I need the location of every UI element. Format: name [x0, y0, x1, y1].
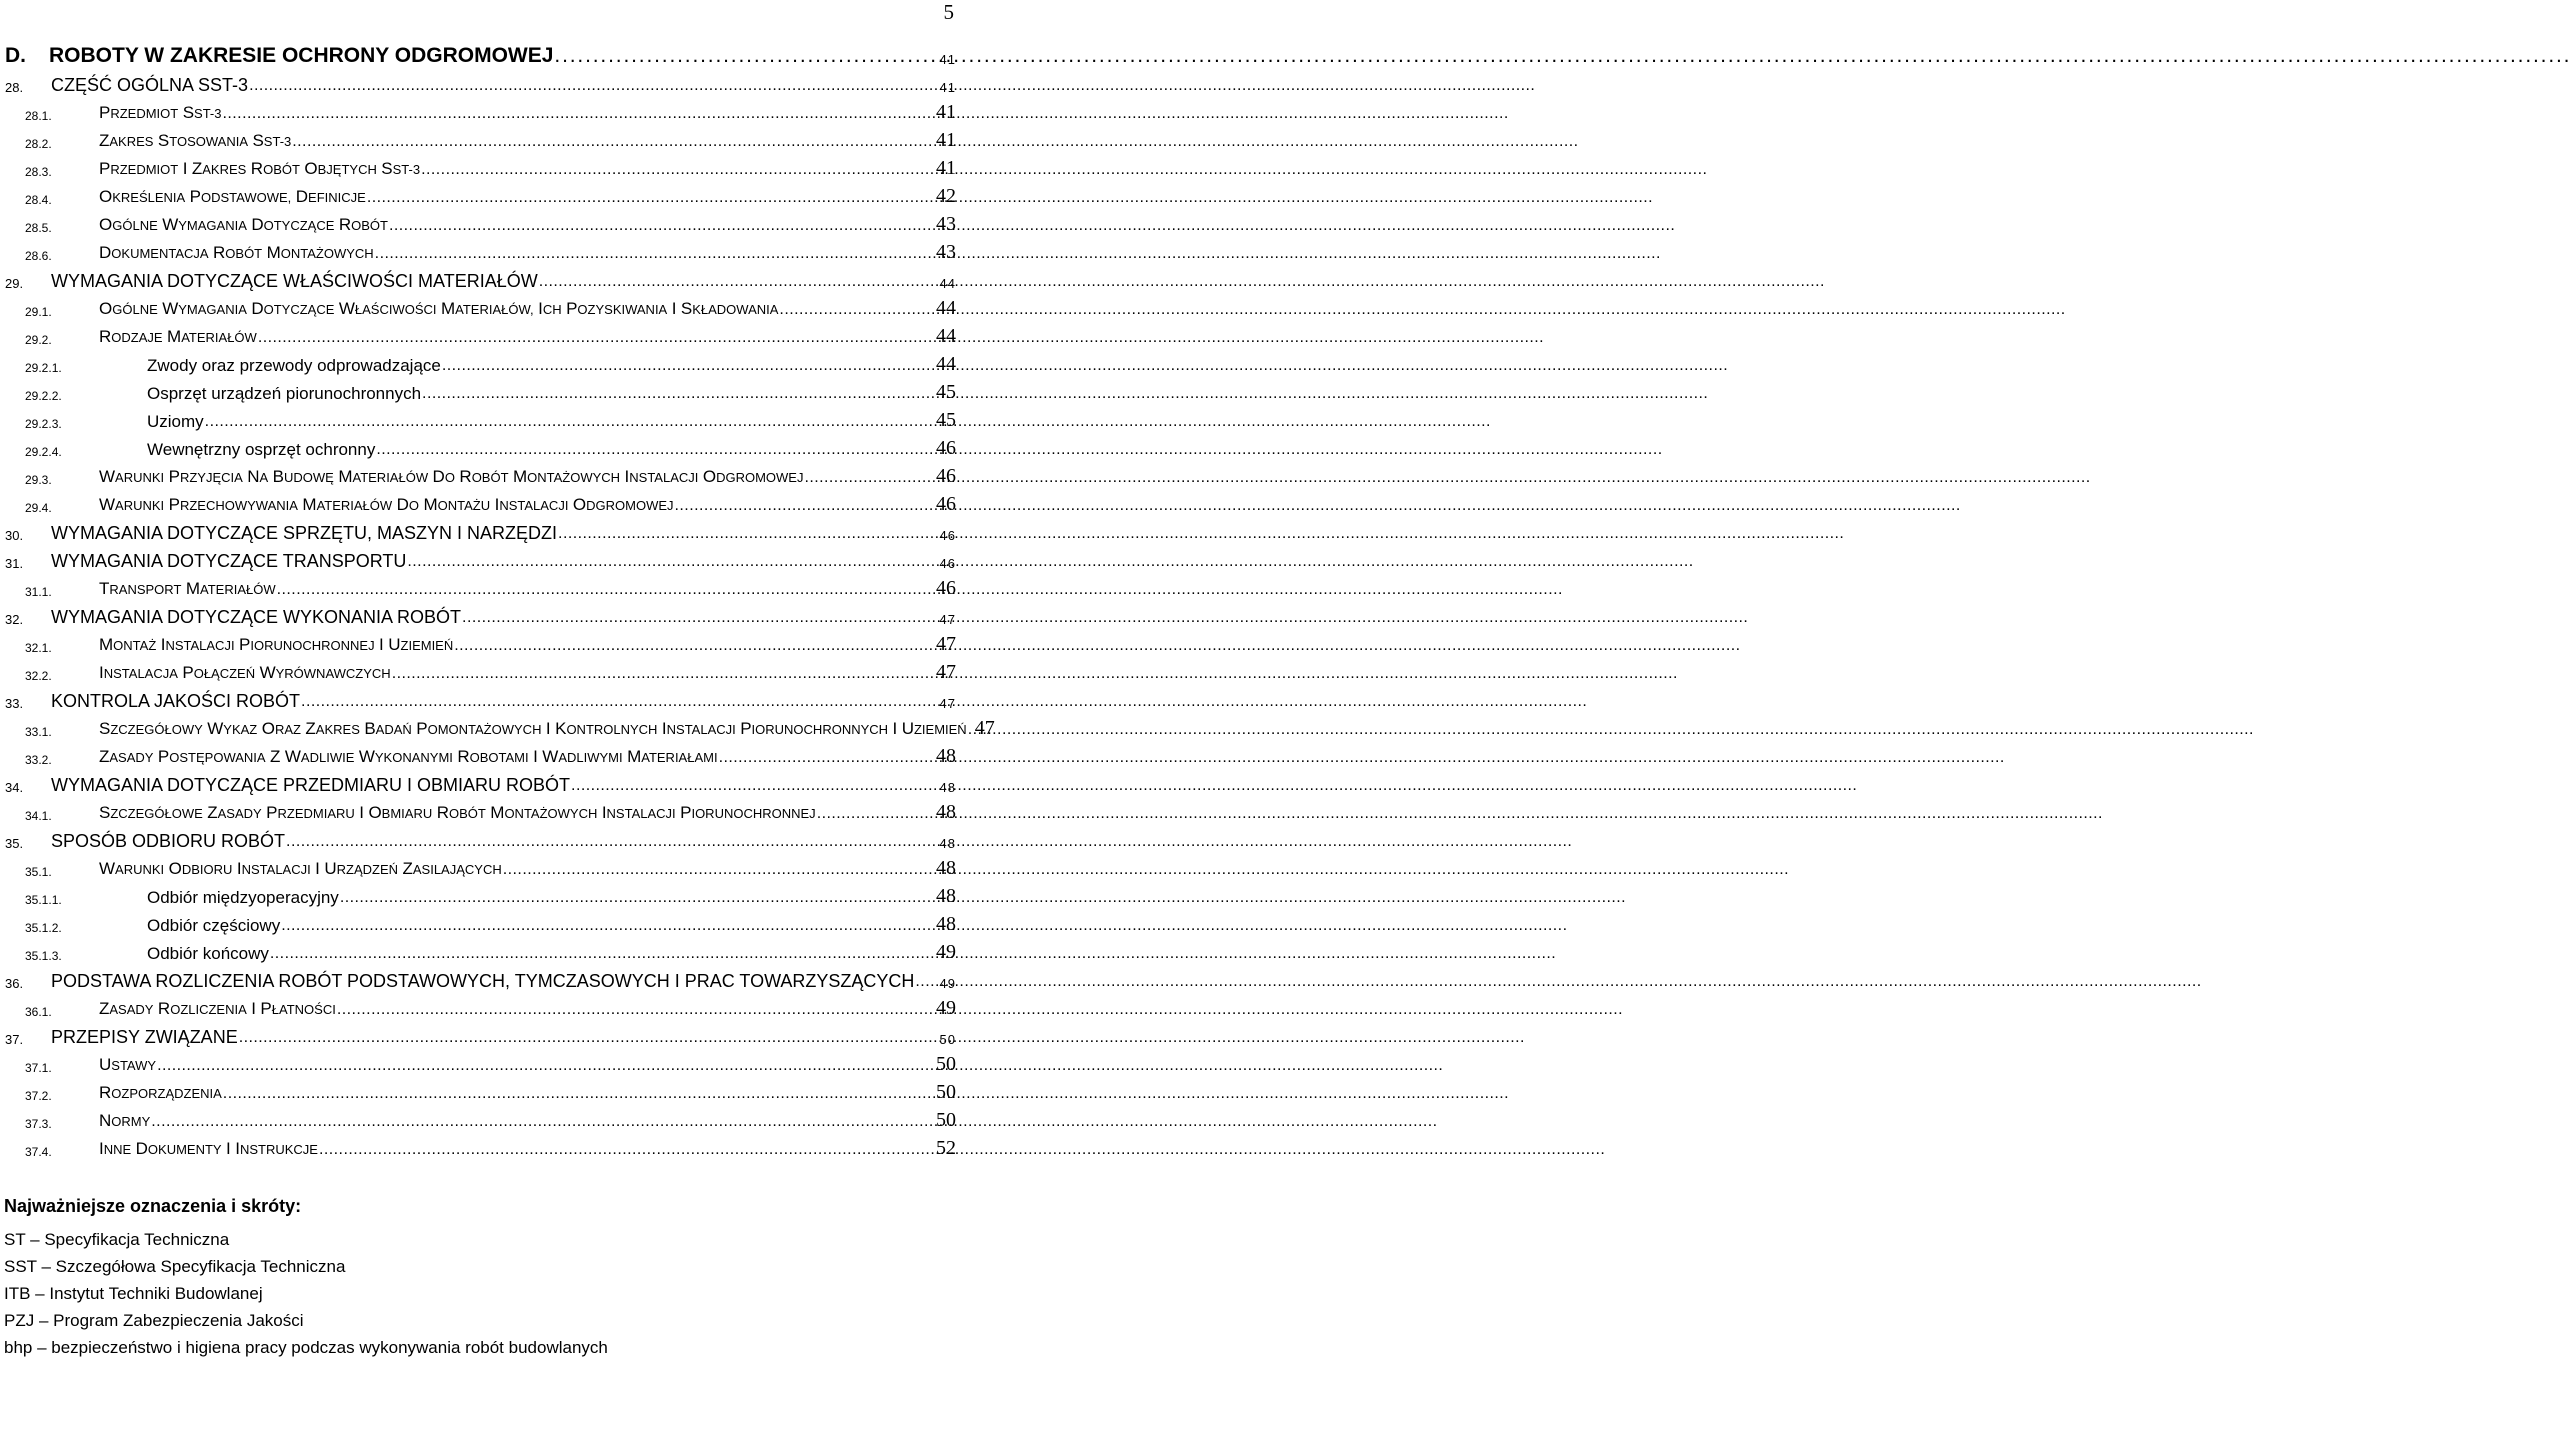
toc-entry-page: 46 [936, 577, 956, 599]
toc-entry[interactable] [0, 346, 960, 374]
toc-entry[interactable] [0, 962, 960, 990]
toc-entry-page: 50 [936, 1109, 956, 1131]
toc-leader-dots [779, 302, 935, 318]
toc-entry-number: 37.3. [25, 1117, 52, 1131]
toc-leader-dots [554, 45, 938, 66]
toc-entry[interactable] [0, 1130, 960, 1158]
toc-entry[interactable] [0, 430, 960, 458]
toc-entry-number: 29.2. [25, 333, 52, 347]
toc-entry-title: WYMAGANIA DOTYCZĄCE PRZEDMIARU I OBMIARU ROBÓT [51, 775, 571, 795]
toc-entry-title: WARUNKI PRZYJĘCIA NA BUDOWĘ MATERIAŁÓW DO ROBÓT MONTAŻOWYCH INSTALACJI ODGROMOWEJ [99, 467, 804, 486]
toc-entry-page: 44 [939, 276, 956, 291]
toc-entry-number: 37.1. [25, 1061, 52, 1075]
toc-entry-title: WYMAGANIA DOTYCZĄCE WYKONANIA ROBÓT [51, 607, 462, 627]
toc-entry-number: 31.1. [25, 585, 52, 599]
toc-entry-number: 36.1. [25, 1005, 52, 1019]
toc-leader-dots [239, 1030, 939, 1046]
toc-entry-title: Wewnętrzny osprzęt ochronny [147, 440, 376, 459]
toc-entry-number: 29.2.2. [25, 389, 62, 403]
toc-leader-dots [157, 1058, 935, 1074]
toc-entry-title: Odbiór końcowy [147, 944, 269, 963]
toc-entry-page: 41 [936, 129, 956, 151]
toc-entry-page: 48 [939, 836, 956, 851]
toc-entry[interactable] [0, 36, 960, 66]
toc-entry-number: 29.1. [25, 305, 52, 319]
toc-entry-title: DOKUMENTACJA ROBÓT MONTAŻOWYCH [99, 243, 374, 262]
toc-entry-page: 41 [936, 101, 956, 123]
toc-leader-dots [571, 778, 938, 794]
toc-leader-dots [375, 246, 935, 262]
toc-entry-page: 47 [936, 661, 956, 683]
toc-entry-title: ZAKRES STOSOWANIA SST-3 [99, 131, 292, 150]
toc-entry[interactable] [0, 850, 960, 878]
toc-entry-number: 33. [5, 696, 24, 711]
toc-entry-title: WARUNKI PRZECHOWYWANIA MATERIAŁÓW DO MONTAŻU INSTALACJI ODGROMOWEJ [99, 495, 674, 514]
toc-entry-page: 48 [939, 780, 956, 795]
toc-entry-page: 47 [939, 696, 956, 711]
toc-leader-dots [389, 218, 935, 234]
toc-leader-dots [319, 1142, 935, 1158]
toc-entry[interactable] [0, 934, 960, 962]
toc-entry-page: 43 [936, 213, 956, 235]
toc-leader-dots [421, 162, 935, 178]
toc-entry[interactable] [0, 234, 960, 262]
toc-leader-dots [462, 610, 938, 626]
toc-entry-title: WYMAGANIA DOTYCZĄCE SPRZĘTU, MASZYN I NARZĘDZI [51, 523, 558, 543]
toc-entry[interactable] [0, 738, 960, 766]
legend-item: SST – Szczegółowa Specyfikacja Techniczna [4, 1257, 346, 1276]
toc-leader-dots [817, 806, 935, 822]
toc-entry[interactable] [0, 654, 960, 682]
toc-entry-page: 43 [936, 241, 956, 263]
toc-entry[interactable] [0, 374, 960, 402]
toc-entry-number: 28.5. [25, 221, 52, 235]
toc-leader-dots [249, 78, 938, 94]
toc-leader-dots [392, 666, 935, 682]
toc-entry-title: PRZEPISY ZWIĄZANE [51, 1027, 238, 1047]
toc-entry-page: 48 [936, 913, 956, 935]
toc-entry[interactable] [0, 990, 960, 1018]
toc-leader-dots [301, 694, 938, 710]
toc-leader-dots [337, 1002, 935, 1018]
toc-entry-number: 36. [5, 976, 24, 991]
toc-entry-number: 32. [5, 612, 24, 627]
toc-entry[interactable] [0, 570, 960, 598]
toc-entry-number: 37.2. [25, 1089, 52, 1103]
toc-entry-number: 28. [5, 80, 24, 95]
toc-entry[interactable] [0, 1074, 960, 1102]
toc-entry-number: 33.1. [25, 725, 52, 739]
toc-entry-number: 29.2.3. [25, 417, 62, 431]
toc-entry-page: 47 [936, 633, 956, 655]
toc-entry-number: 29.4. [25, 501, 52, 515]
toc-entry-page: 42 [936, 185, 956, 207]
toc-entry-title: CZĘŚĆ OGÓLNA SST-3 [51, 75, 249, 95]
toc-entry-page: 50 [936, 1053, 956, 1075]
toc-leader-dots [367, 190, 935, 206]
toc-entry-number: 32.1. [25, 641, 52, 655]
toc-entry-title: OGÓLNE WYMAGANIA DOTYCZĄCE ROBÓT [99, 215, 388, 234]
toc-entry-number: 35.1.3. [25, 949, 62, 963]
toc-entry-page: 48 [936, 801, 956, 823]
toc-entry[interactable] [0, 1102, 960, 1130]
toc-leader-dots [558, 526, 938, 542]
toc-leader-dots [270, 946, 935, 962]
toc-leader-dots [804, 470, 935, 486]
toc-entry-page: 47 [939, 612, 956, 627]
toc-leader-dots [675, 498, 935, 514]
toc-entry-number: 31. [5, 556, 24, 571]
legend-item: bhp – bezpieczeństwo i higiena pracy podczas wykonywania robót budowlanych [4, 1338, 608, 1357]
abbreviations-legend [4, 1196, 944, 1361]
toc-entry-page: 46 [936, 493, 956, 515]
toc-leader-dots [407, 554, 938, 570]
toc-leader-dots [223, 1086, 935, 1102]
toc-leader-dots [286, 834, 938, 850]
toc-entry-title: SPOSÓB ODBIORU ROBÓT [51, 831, 286, 851]
toc-entry[interactable] [0, 290, 960, 318]
toc-entry[interactable] [0, 262, 960, 290]
toc-entry-page: 41 [936, 157, 956, 179]
toc-entry[interactable] [0, 598, 960, 626]
toc-entry-page: 49 [936, 941, 956, 963]
toc-entry-page: 44 [936, 353, 956, 375]
toc-entry-page: 49 [936, 997, 956, 1019]
toc-entry-title: Zwody oraz przewody odprowadzające [147, 356, 441, 375]
toc-leader-dots [454, 638, 935, 654]
toc-entry-number: 37. [5, 1032, 24, 1047]
toc-leader-dots [422, 386, 935, 402]
toc-entry-number: 28.4. [25, 193, 52, 207]
toc-entry[interactable] [0, 514, 960, 542]
toc-leader-dots [503, 862, 935, 878]
toc-entry-page: 46 [936, 437, 956, 459]
toc-leader-dots [340, 890, 935, 906]
toc-entry-page: 44 [936, 297, 956, 319]
toc-entry-title: Osprzęt urządzeń piorunochronnych [147, 384, 422, 403]
toc-entry-page: 41 [939, 80, 956, 95]
toc-entry-number: 35. [5, 836, 24, 851]
toc-entry-title: ZASADY POSTĘPOWANIA Z WADLIWIE WYKONANYMI ROBOTAMI I WADLIWYMI MATERIAŁAMI [99, 747, 718, 766]
toc-entry[interactable] [0, 66, 960, 94]
toc-leader-dots [281, 918, 935, 934]
toc-leader-dots [539, 274, 939, 290]
toc-entry-title: SZCZEGÓŁOWY WYKAZ ORAZ ZAKRES BADAŃ POMONTAŻOWYCH I KONTROLNYCH INSTALACJI PIORUNOCHRONNYCH I UZIEMIEŃ [99, 719, 967, 738]
toc-entry-title: Odbiór międzyoperacyjny [147, 888, 339, 907]
toc-entry-title: TRANSPORT MATERIAŁÓW [99, 579, 276, 598]
toc-entry[interactable] [0, 822, 960, 850]
toc-entry-number: 28.3. [25, 165, 52, 179]
toc-entry-page: 48 [936, 857, 956, 879]
toc-entry[interactable] [0, 178, 960, 206]
toc-entry-page: 52 [936, 1137, 956, 1159]
legend-title: Najważniejsze oznaczenia i skróty: [4, 1196, 302, 1216]
toc-entry-number: 28.2. [25, 137, 52, 151]
toc-entry-title: ROBOTY W ZAKRESIE OCHRONY ODGROMOWEJ [49, 44, 554, 67]
toc-entry-number: 33.2. [25, 753, 52, 767]
toc-entry-title: INNE DOKUMENTY I INSTRUKCJE [99, 1139, 318, 1158]
toc-entry-number: 34. [5, 780, 24, 795]
toc-entry-title: USTAWY [99, 1055, 157, 1074]
page-number: 5 [943, 0, 954, 24]
toc-leader-dots [292, 134, 935, 150]
toc-entry-page: 50 [936, 1081, 956, 1103]
toc-leader-dots [277, 582, 935, 598]
toc-entry[interactable] [0, 402, 960, 430]
toc-entry-number: D. [5, 44, 26, 67]
toc-entry-page: 44 [936, 325, 956, 347]
toc-leader-dots [223, 106, 936, 122]
toc-entry-title: NORMY [99, 1111, 151, 1130]
toc-leader-dots [151, 1114, 935, 1130]
toc-leader-dots [258, 330, 935, 346]
legend-item: ITB – Instytut Techniki Budowlanej [4, 1284, 263, 1303]
toc-entry-number: 32.2. [25, 669, 52, 683]
toc-entry[interactable] [0, 486, 960, 514]
toc-entry-page: 50 [939, 1032, 956, 1047]
toc-leader-dots [915, 974, 938, 990]
toc-entry-title: PODSTAWA ROZLICZENIA ROBÓT PODSTAWOWYCH, TYMCZASOWYCH I PRAC TOWARZYSZĄCYCH [51, 971, 915, 991]
toc-entry-number: 35.1.1. [25, 893, 62, 907]
toc-entry-number: 35.1. [25, 865, 52, 879]
toc-entry-page: 47 [974, 717, 995, 739]
toc-entry[interactable] [0, 458, 960, 486]
toc-entry-title: SZCZEGÓŁOWE ZASADY PRZEDMIARU I OBMIARU ROBÓT MONTAŻOWYCH INSTALACJI PIORUNOCHRONNEJ [99, 803, 816, 822]
toc-entry-title: WYMAGANIA DOTYCZĄCE TRANSPORTU [51, 551, 407, 571]
toc-entry[interactable] [0, 906, 960, 934]
toc-entry[interactable] [0, 122, 960, 150]
toc-entry-page: 46 [936, 465, 956, 487]
toc-entry-number: 30. [5, 528, 24, 543]
toc-entry-page: 48 [936, 745, 956, 767]
toc-entry[interactable] [0, 1018, 960, 1046]
toc-entry-page: 46 [939, 528, 956, 543]
toc-entry-title: PRZEDMIOT SST-3 [99, 103, 222, 122]
toc-entry[interactable] [0, 878, 960, 906]
toc-entry[interactable] [0, 682, 960, 710]
toc-leader-dots [205, 414, 935, 430]
legend-item: ST – Specyfikacja Techniczna [4, 1230, 230, 1249]
toc-entry-title: KONTROLA JAKOŚCI ROBÓT [51, 691, 301, 711]
toc-entry[interactable] [0, 542, 960, 570]
toc-entry-page: 48 [936, 885, 956, 907]
toc-entry[interactable] [0, 794, 960, 822]
toc-entry-number: 34.1. [25, 809, 52, 823]
toc-entry-title: INSTALACJA POŁĄCZEŃ WYRÓWNAWCZYCH [99, 663, 391, 682]
toc-entry[interactable] [0, 150, 960, 178]
toc-entry-number: 28.1. [25, 109, 52, 123]
toc-entry-number: 29.2.4. [25, 445, 62, 459]
toc-entry-title: OGÓLNE WYMAGANIA DOTYCZĄCE WŁAŚCIWOŚCI MATERIAŁÓW, ICH POZYSKIWANIA I SKŁADOWANIA [99, 299, 779, 318]
toc-entry-page: 45 [936, 381, 956, 403]
toc-entry[interactable] [0, 94, 960, 122]
toc-entry-title: WARUNKI ODBIORU INSTALACJI I URZĄDZEŃ ZASILAJĄCYCH [99, 859, 502, 878]
toc-entry[interactable] [0, 1046, 960, 1074]
toc-entry[interactable] [0, 318, 960, 346]
toc-entry-title: RODZAJE MATERIAŁÓW [99, 327, 257, 346]
toc-entry-page: 41 [939, 52, 956, 67]
toc-entry-title: ROZPORZĄDZENIA [99, 1083, 222, 1102]
toc-entry-title: Uziomy [147, 412, 204, 431]
toc-entry-number: 37.4. [25, 1145, 52, 1159]
toc-leader-dots [376, 442, 935, 458]
toc-entry-number: 29. [5, 276, 24, 291]
toc-entry-number: 28.6. [25, 249, 52, 263]
toc-entry-title: PRZEDMIOT I ZAKRES ROBÓT OBJĘTYCH SST-3 [99, 159, 421, 178]
toc-entry-title: Odbiór częściowy [147, 916, 281, 935]
toc-entry-title: OKREŚLENIA PODSTAWOWE, DEFINICJE [99, 187, 366, 206]
toc-entry-number: 29.2.1. [25, 361, 62, 375]
toc-entry[interactable] [0, 626, 960, 654]
toc-entry-page: 46 [939, 556, 956, 571]
table-of-contents [0, 36, 995, 1159]
toc-entry-number: 35.1.2. [25, 921, 62, 935]
toc-leader-dots [719, 750, 935, 766]
toc-entry[interactable] [0, 710, 995, 739]
toc-entry-title: MONTAŻ INSTALACJI PIORUNOCHRONNEJ I UZIEMIEŃ [99, 635, 454, 654]
toc-entry-number: 29.3. [25, 473, 52, 487]
legend-item: PZJ – Program Zabezpieczenia Jakości [4, 1311, 304, 1330]
toc-entry-page: 45 [936, 409, 956, 431]
toc-entry[interactable] [0, 766, 960, 794]
toc-entry-page: 49 [939, 976, 956, 991]
toc-entry[interactable] [0, 206, 960, 234]
toc-entry-title: WYMAGANIA DOTYCZĄCE WŁAŚCIWOŚCI MATERIAŁÓW [51, 271, 538, 291]
toc-entry-title: ZASADY ROZLICZENIA I PŁATNOŚCI [99, 999, 336, 1018]
toc-leader-dots [442, 358, 935, 374]
toc-leader-dots [968, 722, 974, 738]
